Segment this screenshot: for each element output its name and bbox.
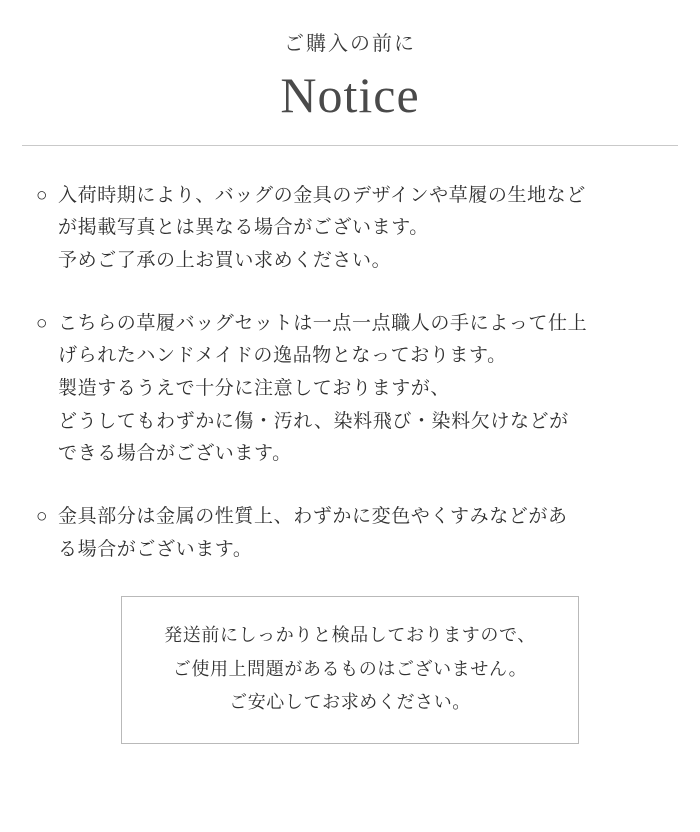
note-line: 予めご了承の上お買い求めください。 <box>58 249 392 271</box>
note-line: どうしてもわずかに傷・汚れ、染料飛び・染料欠けなどが <box>58 410 569 432</box>
page-title: Notice <box>280 67 420 123</box>
note-text: 入荷時期により、バッグの金具のデザインや草履の生地など <box>58 184 586 206</box>
list-item <box>36 501 664 566</box>
list-item <box>36 308 664 471</box>
note-line: が掲載写真とは異なる場合がございます。 <box>58 217 429 239</box>
notice-list <box>0 146 700 567</box>
note-text: こちらの草履バッグセットは一点一点職人の手によって仕上 <box>58 312 588 334</box>
callout-line: ご使用上問題があるものはございません。 <box>172 658 528 679</box>
note-line <box>36 180 664 213</box>
note-line: げられたハンドメイドの逸品物となっております。 <box>58 345 507 367</box>
note-line: 製造するうえで十分に注意しておりますが、 <box>58 377 451 399</box>
page-header <box>0 0 700 127</box>
list-item <box>36 180 664 278</box>
note-line: る場合がございます。 <box>58 538 253 560</box>
assurance-callout <box>121 596 579 744</box>
note-line: できる場合がございます。 <box>58 443 292 465</box>
note-line <box>36 501 664 534</box>
note-text: 金具部分は金属の性質上、わずかに変色やくすみなどがあ <box>58 505 568 527</box>
bullet-icon: ○ <box>36 312 49 334</box>
callout-line: ご安心してお求めください。 <box>229 691 471 712</box>
bullet-icon: ○ <box>36 184 49 206</box>
page-subtitle: ご購入の前に <box>284 33 416 55</box>
callout-line: 発送前にしっかりと検品しておりますので、 <box>164 625 536 646</box>
bullet-icon: ○ <box>36 505 49 527</box>
note-line <box>36 308 664 341</box>
